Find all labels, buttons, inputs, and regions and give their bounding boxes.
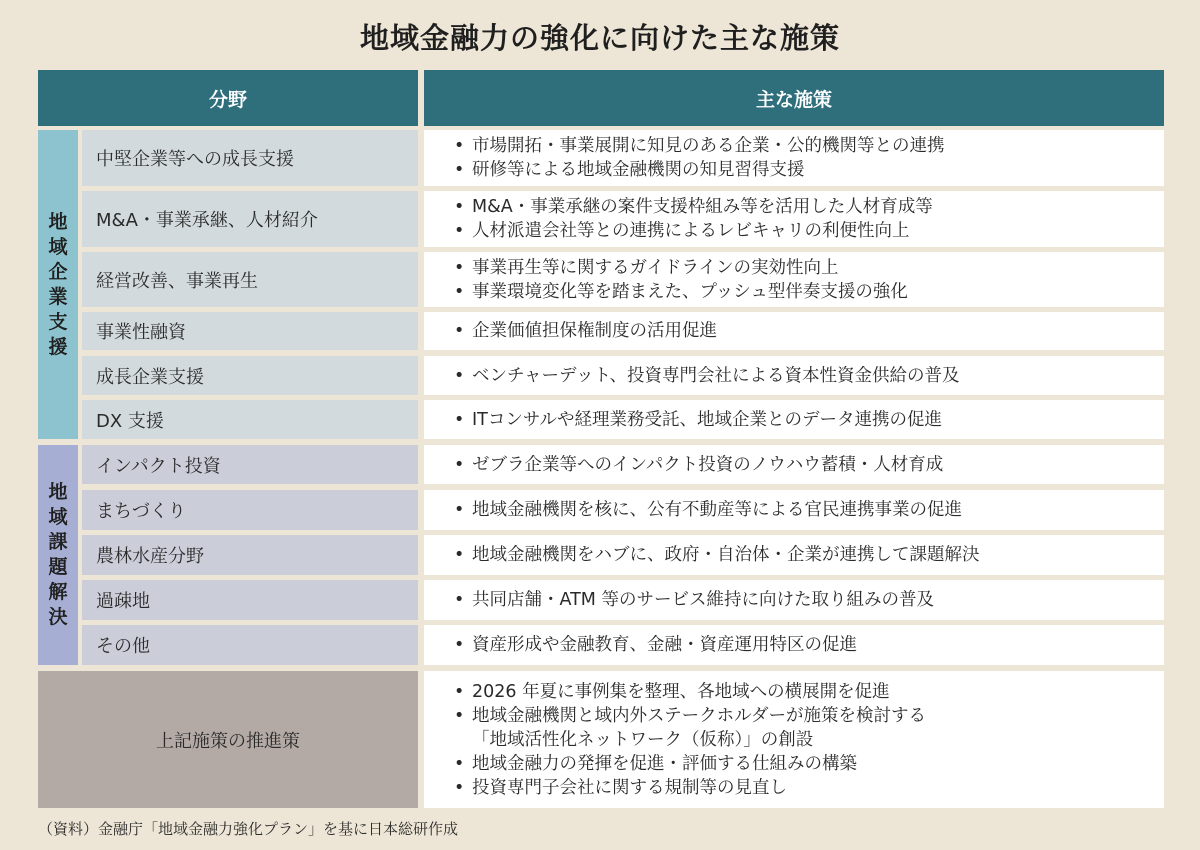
measures-cell bbox=[424, 445, 1164, 484]
bullet-item: • 地域金融力の発揮を促進・評価する仕組みの構築 bbox=[454, 753, 857, 774]
measures-cell bbox=[424, 356, 1164, 395]
category-cell: 中堅企業等への成長支援 bbox=[82, 130, 418, 186]
bullet-item: • 市場開拓・事業展開に知見のある企業・公的機関等との連携 bbox=[454, 136, 945, 156]
group-regional-business-support bbox=[38, 130, 78, 439]
bullet-item: • 人材派遣会社等との連携によるレビキャリの利便性向上 bbox=[454, 221, 910, 241]
bullet-continuation: 「地域活性化ネットワーク（仮称）」の創設 bbox=[472, 729, 814, 750]
source-note: （資料）金融庁「地域金融力強化プラン」を基に日本総研作成 bbox=[38, 820, 459, 838]
group-char: 援 bbox=[48, 335, 68, 358]
category-cell: その他 bbox=[82, 625, 418, 665]
promotion-measures bbox=[424, 671, 1164, 808]
category-cell: M&A・事業承継、人材紹介 bbox=[82, 191, 418, 247]
group-char: 業 bbox=[48, 285, 68, 308]
group-char: 決 bbox=[48, 606, 68, 628]
bullet-item: • 投資専門子会社に関する規制等の見直し bbox=[454, 777, 787, 798]
bullet-item: • ベンチャーデット、投資専門会社による資本性資金供給の普及 bbox=[454, 365, 960, 386]
bullet-item: • 共同店舗・ATM 等のサービス維持に向けた取り組みの普及 bbox=[454, 590, 934, 610]
group-char: 域 bbox=[48, 235, 68, 258]
group-char: 課 bbox=[48, 531, 68, 553]
measures-cell bbox=[424, 490, 1164, 530]
category-cell: 過疎地 bbox=[82, 580, 418, 620]
category-cell: DX 支援 bbox=[82, 400, 418, 439]
measures-cell bbox=[424, 535, 1164, 575]
bullet-item: • ITコンサルや経理業務受託、地域企業とのデータ連携の促進 bbox=[454, 409, 942, 430]
group-char: 支 bbox=[48, 310, 68, 333]
bullet-item: • 研修等による地域金融機関の知見習得支援 bbox=[454, 160, 805, 180]
category-cell: 経営改善、事業再生 bbox=[82, 252, 418, 307]
measures-cell bbox=[424, 252, 1164, 307]
measures-cell bbox=[424, 312, 1164, 350]
group-char: 題 bbox=[48, 556, 68, 578]
page-title: 地域金融力の強化に向けた主な施策 bbox=[359, 21, 840, 55]
bullet-item: • 事業再生等に関するガイドラインの実効性向上 bbox=[454, 257, 839, 278]
group-char: 解 bbox=[48, 581, 68, 603]
measures-cell bbox=[424, 400, 1164, 439]
group-char: 地 bbox=[48, 481, 68, 503]
group-char: 域 bbox=[48, 506, 68, 528]
category-cell: 成長企業支援 bbox=[82, 356, 418, 395]
group-char: 地 bbox=[48, 210, 68, 233]
bullet-item: • 企業価値担保権制度の活用促進 bbox=[454, 321, 717, 341]
bullet-item: • 地域金融機関を核に、公有不動産等による官民連携事業の促進 bbox=[454, 500, 962, 520]
bullet-item: • 資産形成や金融教育、金融・資産運用特区の促進 bbox=[454, 635, 857, 655]
bullet-item: • ゼブラ企業等へのインパクト投資のノウハウ蓄積・人材育成 bbox=[454, 454, 944, 475]
promotion-category: 上記施策の推進策 bbox=[38, 671, 418, 808]
group-regional-issue-solving bbox=[38, 445, 78, 665]
measures-cell bbox=[424, 625, 1164, 665]
bullet-item: • 地域金融機関と域内外ステークホルダーが施策を検討する bbox=[454, 705, 926, 726]
bullet-item: • 2026 年夏に事例集を整理、各地域への横展開を促進 bbox=[454, 681, 890, 702]
bullet-item: • 地域金融機関をハブに、政府・自治体・企業が連携して課題解決 bbox=[454, 545, 980, 565]
category-cell: 事業性融資 bbox=[82, 312, 418, 350]
category-cell: まちづくり bbox=[82, 490, 418, 530]
measures-cell bbox=[424, 580, 1164, 620]
category-cell: 農林水産分野 bbox=[82, 535, 418, 575]
bullet-item: • 事業環境変化等を踏まえた、プッシュ型伴奏支援の強化 bbox=[454, 281, 908, 302]
bullet-item: • M&A・事業承継の案件支援枠組み等を活用した人材育成等 bbox=[454, 197, 933, 217]
measures-cell bbox=[424, 130, 1164, 186]
header-measures: 主な施策 bbox=[424, 70, 1164, 126]
category-cell: インパクト投資 bbox=[82, 445, 418, 484]
group-char: 企 bbox=[48, 260, 68, 283]
header-category: 分野 bbox=[38, 70, 418, 126]
measures-cell bbox=[424, 191, 1164, 247]
